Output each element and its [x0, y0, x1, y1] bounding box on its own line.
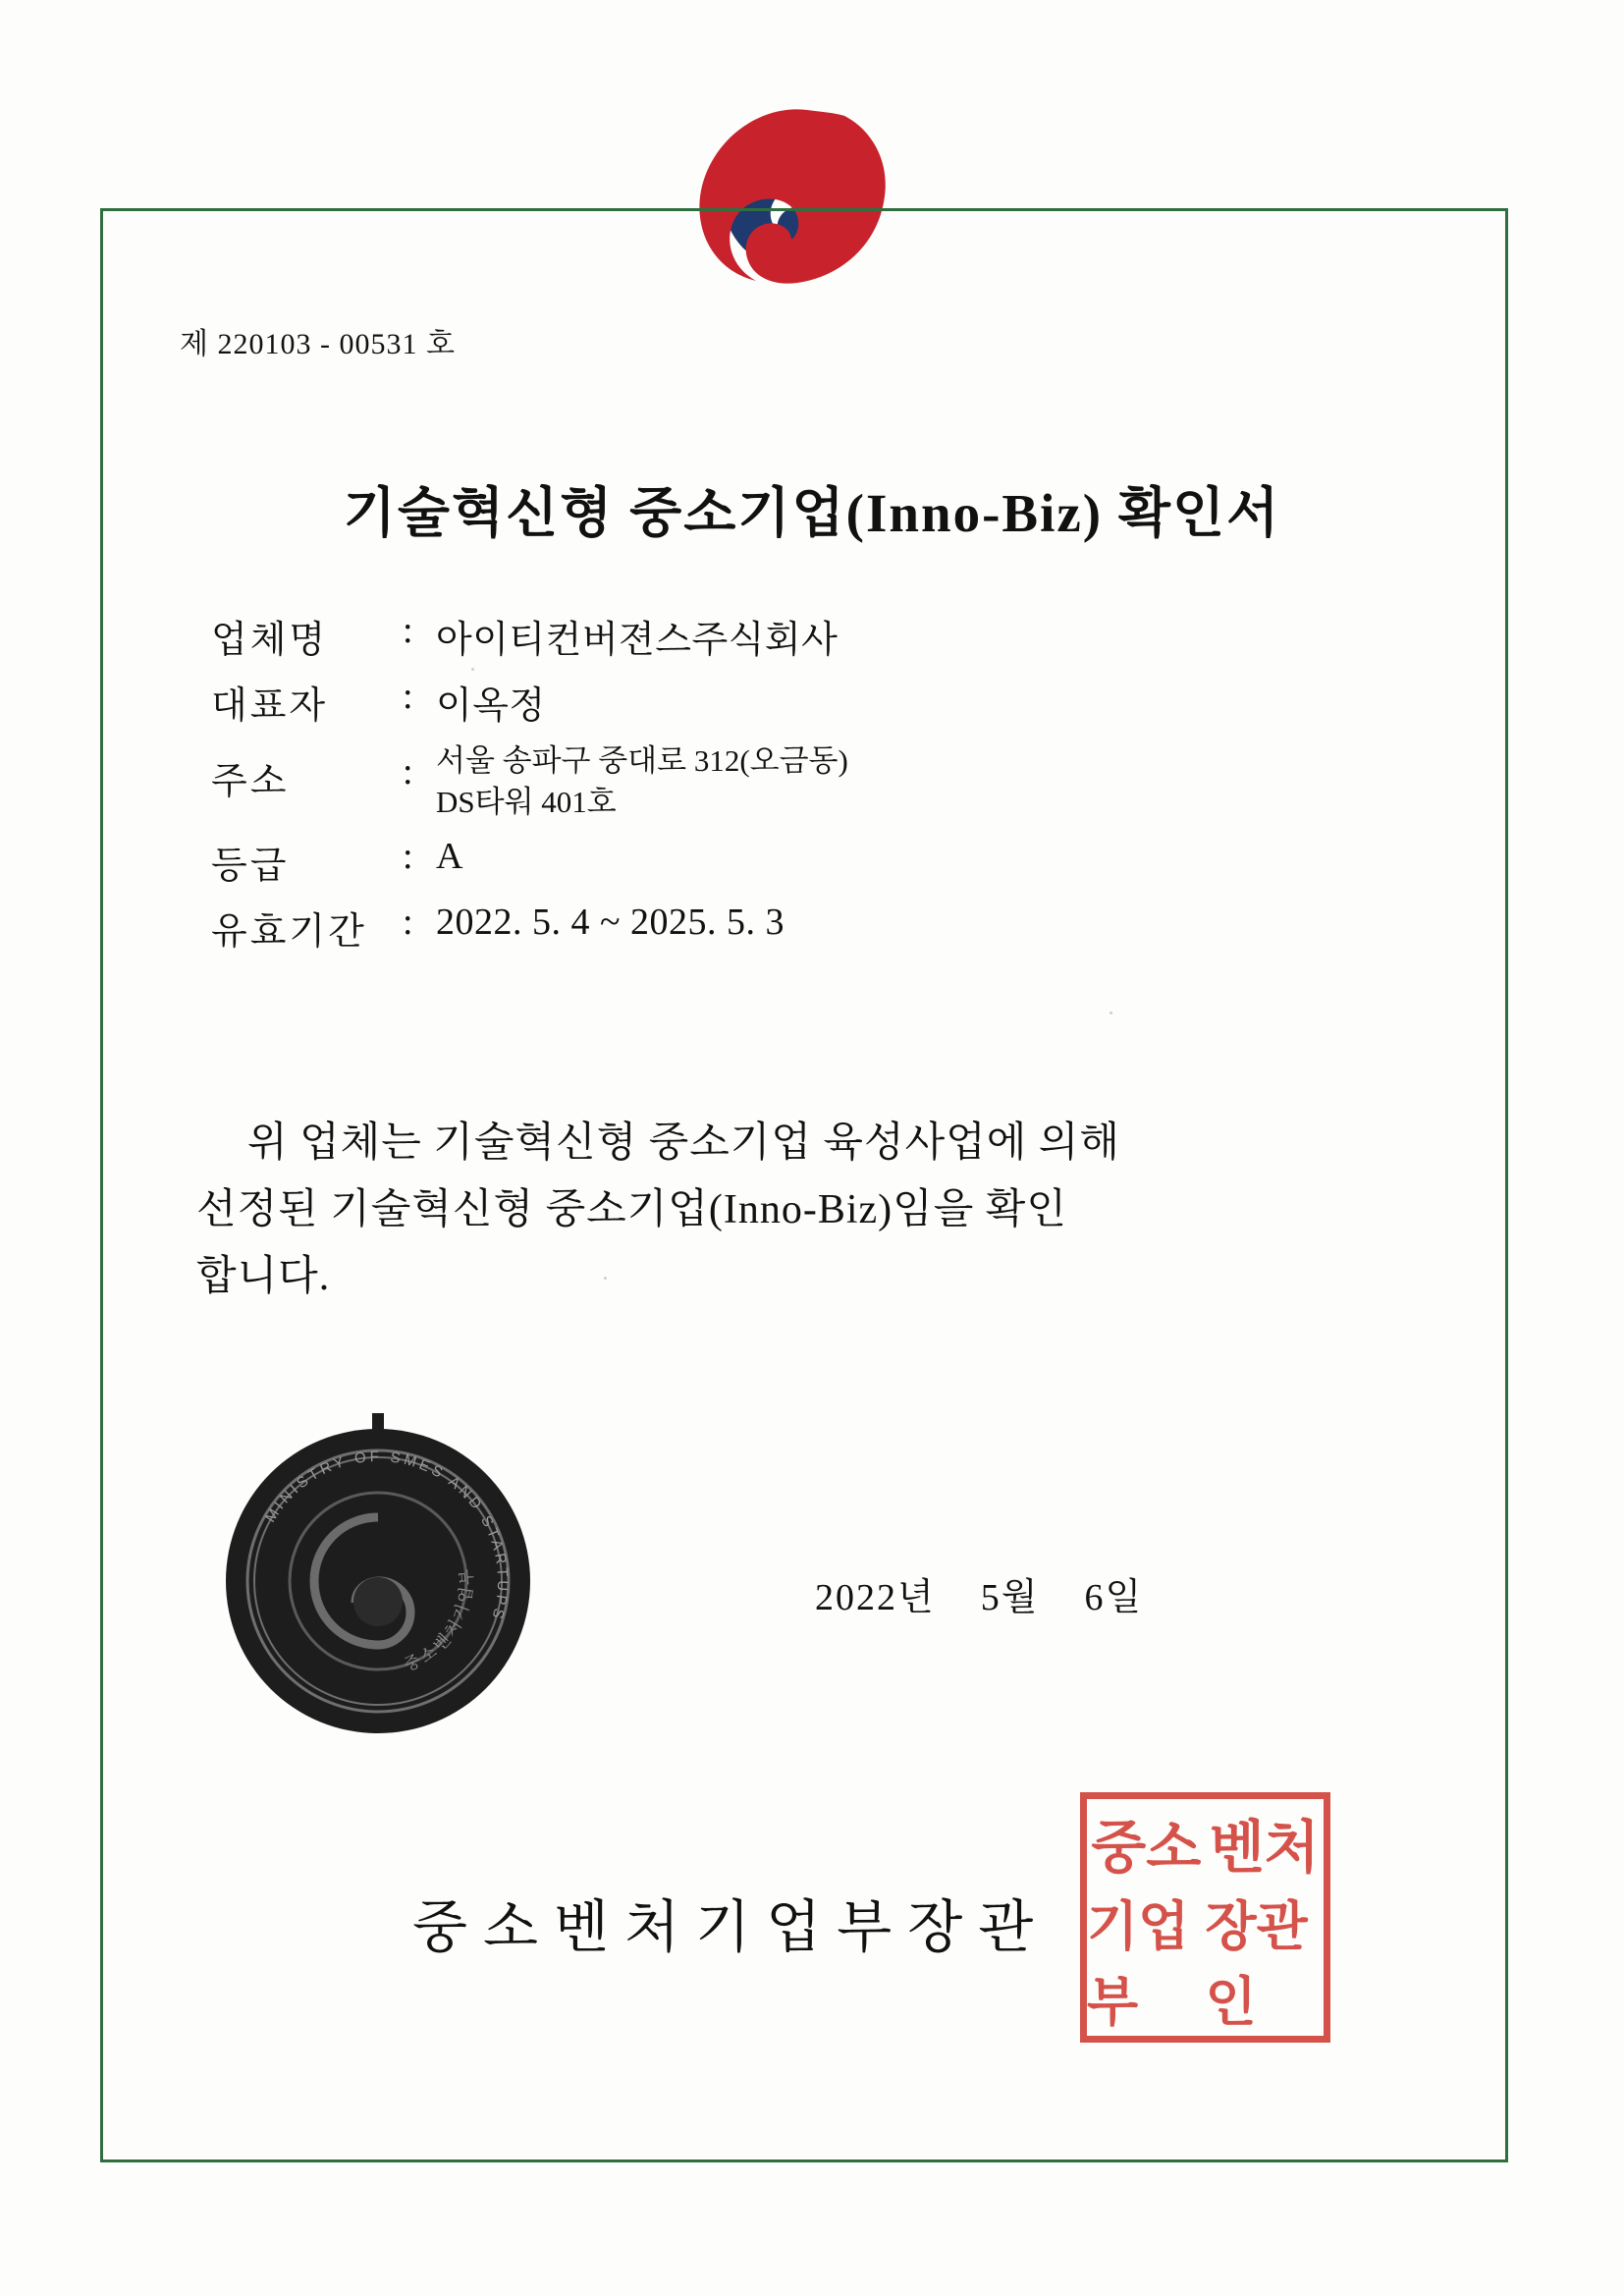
official-red-stamp — [1080, 1792, 1330, 2043]
svg-text:MINISTRY OF SMES AND STARTUPS: MINISTRY OF SMES AND STARTUPS — [261, 1448, 512, 1624]
issue-date — [815, 1566, 1143, 1620]
field-label-address: 주소 — [211, 761, 290, 802]
stamp-char-4: 장관인 — [1205, 1897, 1308, 2032]
body-line-2: 선정된 기술혁신형 중소기업(Inno-Biz)임을 확인 — [196, 1187, 1067, 1233]
field-row-address — [211, 740, 1291, 823]
field-colon-validity: : — [403, 901, 413, 943]
field-value-company: 아이티컨버젼스주식회사 — [436, 620, 839, 661]
body-line-1-text: 위 업체는 기술혁신형 중소기업 육성사업에 의해 — [247, 1121, 1120, 1166]
embossed-seal — [206, 1409, 550, 1753]
field-label-validity: 유효기간 — [211, 910, 367, 953]
stamp-char-1: 중소 — [1091, 1815, 1202, 1880]
svg-text:중소벤처기업부: 중소벤처기업부 — [401, 1565, 477, 1675]
issue-year: 2022년 — [815, 1577, 936, 1618]
stamp-char-2: 벤처 — [1209, 1815, 1320, 1880]
body-paragraph — [196, 1110, 1443, 1310]
field-row-grade — [211, 835, 1291, 889]
issue-day: 6일 — [1084, 1577, 1144, 1618]
field-value-validity: 2022. 5. 4 ~ 2025. 5. 3 — [436, 901, 785, 943]
field-label-grade: 등급 — [211, 845, 290, 887]
body-line-1 — [196, 1110, 1443, 1176]
field-row-validity — [211, 901, 1291, 955]
field-colon-company: : — [403, 610, 413, 651]
page-title: 기술혁신형 중소기업(Inno-Biz) 확인서 — [343, 483, 1281, 543]
scan-speckle — [471, 668, 474, 671]
stamp-char-3: 기업부 — [1087, 1897, 1190, 2032]
scan-speckle — [604, 1277, 607, 1280]
field-list — [211, 609, 1291, 966]
field-label-company: 업체명 — [211, 620, 329, 661]
field-value-grade: A — [436, 835, 463, 877]
issuer-title: 중소벤처기업부장관 — [412, 1895, 1050, 1959]
address-line-2: DS타워 401호 — [436, 784, 617, 819]
field-label-representative: 대표자 — [211, 685, 329, 727]
scan-speckle — [1110, 1011, 1112, 1014]
issue-month: 5월 — [980, 1577, 1040, 1618]
address-line-1: 서울 송파구 중대로 312(오금동) — [436, 743, 848, 778]
field-colon-representative: : — [403, 676, 413, 717]
field-value-address — [436, 740, 848, 823]
field-colon-grade: : — [403, 835, 413, 877]
field-value-representative: 이옥정 — [436, 685, 546, 727]
field-row-company — [211, 609, 1291, 663]
document-number: 제 220103 - 00531 호 — [180, 328, 456, 360]
body-line-3: 합니다. — [196, 1254, 331, 1300]
field-colon-address: : — [403, 751, 413, 793]
field-row-representative — [211, 675, 1291, 729]
